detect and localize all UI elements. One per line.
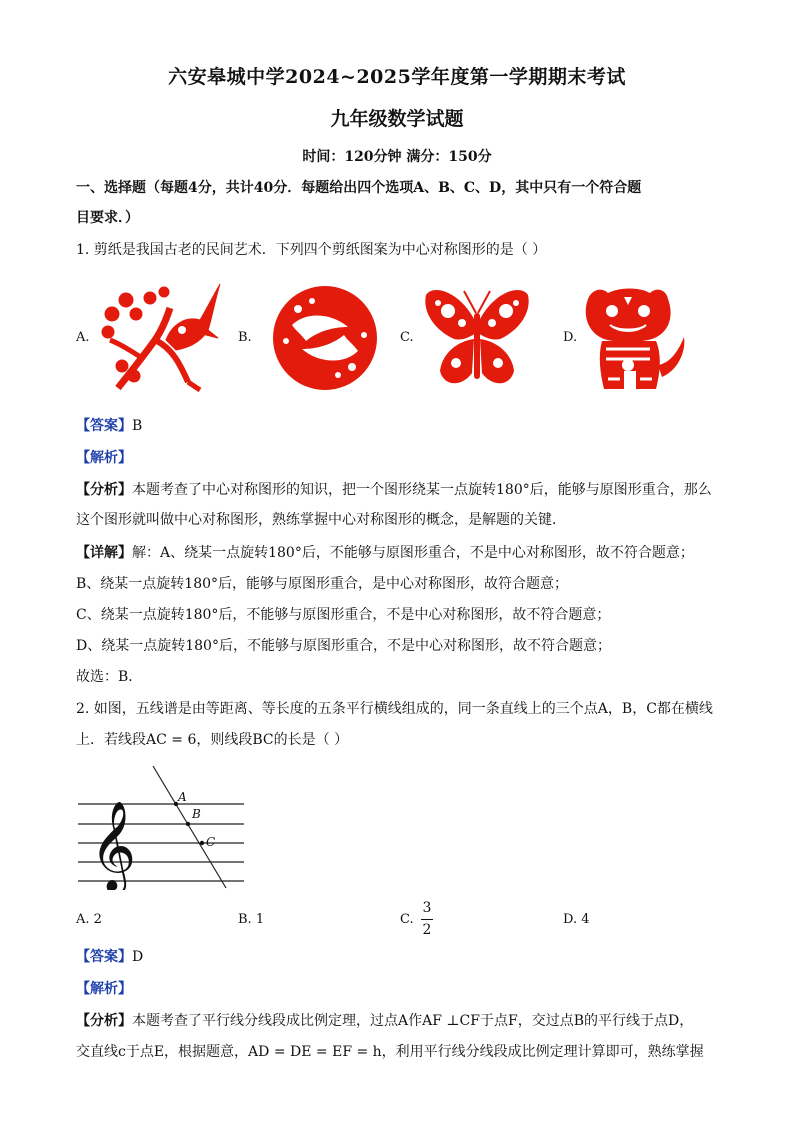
section-heading-cont: 目要求．） (76, 210, 139, 226)
q2-option-a: A. 2 (76, 912, 102, 927)
exam-meta: 时间：120分钟 满分：150分 (302, 149, 492, 165)
fenxi-text: 本题考查了中心对称图形的知识，把一个图形绕某一点旋转180°后，能够与原图形重合，那么 (132, 482, 712, 498)
detail-text: 解：A、绕某一点旋转180°后，不能够与原图形重合，不是中心对称图形，故不符合题意； (132, 545, 694, 561)
q1-fenxi-line1 (76, 480, 726, 500)
answer-value: D (132, 949, 144, 965)
q1-detail-line1 (76, 543, 726, 563)
q2-option-c-label: C. (400, 912, 414, 927)
q2-option-c-denominator: 2 (422, 922, 432, 938)
q2-stem-line1: 2. 如图，五线谱是由等距离、等长度的五条平行横线组成的，同一条直线上的三个点A，B，C都在横线 (76, 701, 713, 717)
q2-option-c-numerator: 3 (422, 900, 432, 916)
q1-option-d-label: D. (563, 330, 578, 345)
q1-option-b-label: B. (238, 330, 252, 345)
xiangjie-tag: 【详解】 (76, 545, 132, 561)
analysis-tag: 【解析】 (76, 450, 132, 466)
q2-answer (76, 947, 726, 967)
label-c: C (206, 835, 216, 849)
q1-answer (76, 416, 726, 436)
label-a: A (178, 790, 187, 804)
point-c (200, 841, 204, 845)
papercut-circle-fish-image (272, 285, 378, 391)
papercut-butterfly-image (422, 283, 532, 393)
fenxi-tag: 【分析】 (76, 1013, 132, 1029)
label-b: B (192, 807, 201, 821)
answer-value: B (132, 418, 143, 434)
exam-subtitle: 九年级数学试题 (330, 108, 464, 130)
staff-figure (78, 760, 248, 890)
answer-tag: 【答案】 (76, 418, 132, 434)
q2-option-b: B. 1 (238, 912, 265, 927)
analysis-tag: 【解析】 (76, 981, 132, 997)
papercut-bird-branch-image (100, 278, 222, 398)
q1-stem: 1. 剪纸是我国古老的民间艺术．下列四个剪纸图案为中心对称图形的是（ ） (76, 242, 547, 258)
fenxi-tag: 【分析】 (76, 482, 132, 498)
q1-analysis-heading (76, 448, 726, 468)
q2-analysis-heading (76, 979, 726, 999)
transversal-line (153, 766, 226, 888)
section-heading: 一、选择题（每题4分，共计40分．每题给出四个选项A、B、C、D，其中只有一个符合题 (76, 180, 642, 196)
papercut-tiger-image (580, 285, 690, 395)
q1-option-a-label: A. (76, 330, 90, 345)
q1-fenxi-line2: 这个图形就叫做中心对称图形，熟练掌握中心对称图形的概念，是解题的关键． (76, 512, 566, 528)
q1-conclusion: 故选：B． (76, 669, 143, 685)
fenxi-text: 本题考查了平行线分线段成比例定理，过点A作AF ⊥CF于点F，交过点B的平行线于点D， (132, 1013, 694, 1029)
q2-stem-line2: 上．若线段AC = 6，则线段BC的长是（ ） (76, 732, 349, 748)
exam-title: 六安皋城中学2024~2025学年度第一学期期末考试 (168, 66, 626, 88)
treble-clef-icon: 𝄞 (90, 801, 137, 890)
q2-fenxi-line2: 交直线c于点E，根据题意，AD = DE = EF = h，利用平行线分线段成比例定理计算即可，熟练掌握 (76, 1044, 704, 1060)
answer-tag: 【答案】 (76, 949, 132, 965)
point-b (186, 822, 190, 826)
q2-option-d: D. 4 (563, 912, 590, 927)
fraction-bar (421, 919, 433, 920)
q1-detail-line3: C、绕某一点旋转180°后，不能够与原图形重合，不是中心对称图形，故不符合题意； (76, 607, 611, 623)
q1-detail-line2: B、绕某一点旋转180°后，能够与原图形重合，是中心对称图形，故符合题意； (76, 576, 569, 592)
q1-option-c-label: C. (400, 330, 414, 345)
q2-fenxi-line1 (76, 1011, 726, 1031)
q1-detail-line4: D、绕某一点旋转180°后，不能够与原图形重合，不是中心对称图形，故不符合题意； (76, 638, 611, 654)
